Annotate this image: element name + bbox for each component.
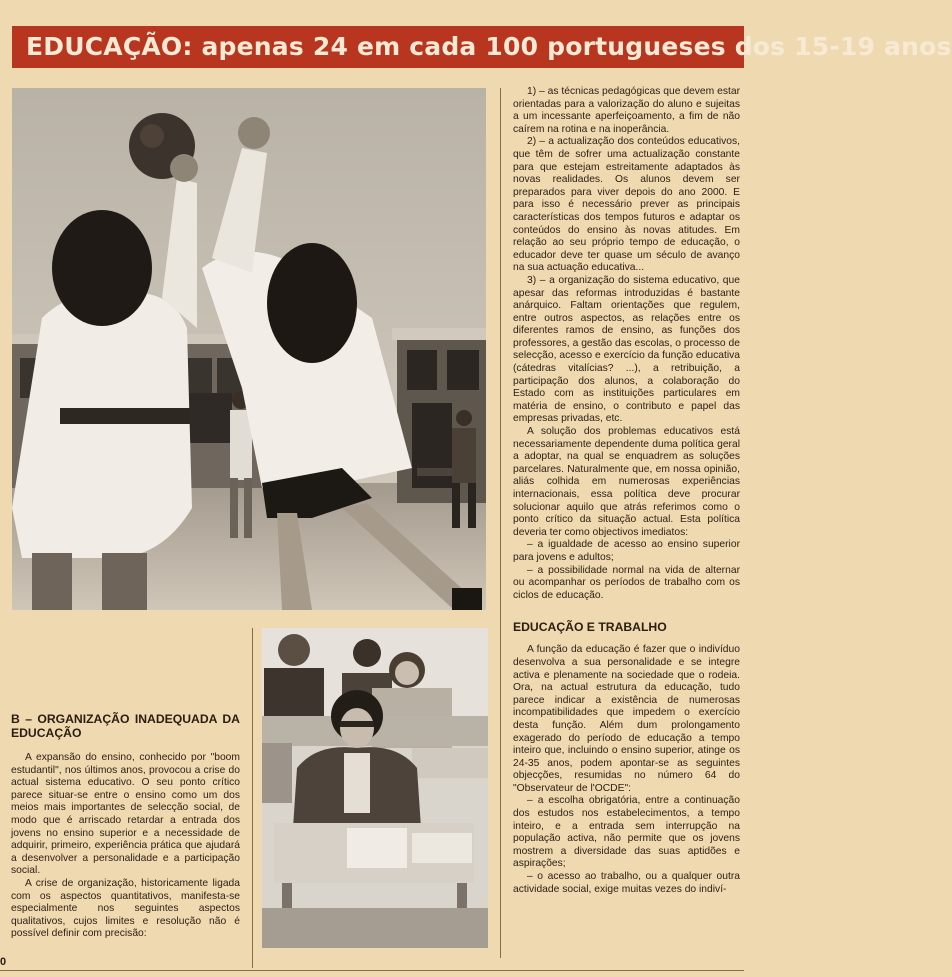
headline-title: EDUCAÇÃO: apenas 24 em cada 100 portugueses dos 15-19 anos bbox=[26, 32, 952, 61]
left-text-column bbox=[11, 712, 240, 941]
column-divider-left bbox=[252, 628, 253, 968]
photo-classroom-image bbox=[262, 628, 488, 948]
paragraph: – a possibilidade normal na vida de alternar ou acompanhar os períodos de trabalho com os ciclos de educação. bbox=[513, 564, 740, 601]
paragraph: 2) – a actualização dos conteúdos educativos, que têm de sofrer uma actualização constante para que estejam estreitamente adaptados às novas realidades. Os alunos devem ser preparados para viver depois do ano 2000. E para isso é necessário prever as principais características dos tempos futuros e adaptar os conteúdos do ensino às novas atitudes. Em relação ao seu próprio tempo de educação, o educador deve ter quase um século de avanço na sua actuação educativa... bbox=[513, 136, 740, 274]
paragraph: A crise de organização, historicamente ligada com os aspectos quantitativos, manifesta-se especialmente nos seguintes aspectos qualitativos, cujos limites e resolução não é possível definir com precisão: bbox=[11, 877, 240, 940]
bottom-rule bbox=[0, 970, 744, 971]
paragraph: – a escolha obrigatória, entre a continuação dos estudos nos estabelecimentos, a tempo inteiro, e a entrada sem interrupção na população activa, não permite que os jovens mostrem a diversidade das suas aptidões e aspirações; bbox=[513, 795, 740, 870]
column-divider-right bbox=[500, 88, 501, 958]
paragraph: – a igualdade de acesso ao ensino superior para jovens e adultos; bbox=[513, 539, 740, 563]
right-text-column bbox=[513, 86, 740, 896]
paragraph: A expansão do ensino, conhecido por "boom estudantil", nos últimos anos, provocou a crise do actual sistema educativo. O seu ponto crítico parece situar-se entre o ensino como um dos meios mais importantes de selecção social, de modo que é arriscado retardar a entrada dos jovens no ensino superior e a necessidade de adquirir, primeiro, experiência prática que ajudará a desenvolver a personalidade e a participação social. bbox=[11, 752, 240, 877]
paragraph: A função da educação é fazer que o indivíduo desenvolva a sua personalidade e se integre activa e plenamente na sociedade que o rodeia. Ora, na actual estrutura da educação, tudo parece indicar a existência de numerosas incompatibilidades que impedem o exercício desta função. Além dum prolongamento exagerado do período de educação a tempo inteiro que, incluindo o ensino superior, atinge os 24-35 anos, podem apontar-se as seguintes objecções, resumidas no número 64 do "Observateur de l'OCDE": bbox=[513, 644, 740, 794]
section-heading-organizacao: B – ORGANIZAÇÃO INADEQUADA DA EDUCAÇÃO bbox=[11, 712, 240, 740]
photo-girls-playing-ball bbox=[12, 88, 486, 610]
paragraph: A solução dos problemas educativos está necessariamente dependente duma política geral a adoptar, na qual se enquadrem as soluções parcelares. Naturalmente que, em nossa opinião, aliás colhida em numerosas experiências internacionais, essa política deve procurar solucionar aquilo que atrás referimos como o ponto crítico da situação actual. Esta política deveria ter como objectivos imediatos: bbox=[513, 426, 740, 538]
photo-classroom-students bbox=[262, 628, 488, 948]
paragraph: 1) – as técnicas pedagógicas que devem estar orientadas para a valorização do aluno e sujeitas a um incessante aperfeiçoamento, a fim de não caírem na rotina e na inoperância. bbox=[513, 86, 740, 135]
paragraph: 3) – a organização do sistema educativo, que apesar das reformas introduzidas é bastante anárquico. Faltam orientações que regulem, entre outros aspectos, as relações entre os diferentes ramos de ensino, as funções dos professores, a gestão das escolas, o processo de selecção, acesso e exercício da função educativa (cátedras vitalícias? ...), a retribuição, a participação dos alunos, a colaboração do Estado com as instituições particulares em matéria de ensino, o contributo e papel das empresas privadas, etc. bbox=[513, 274, 740, 425]
photo-girls-playing-ball-image bbox=[12, 88, 486, 610]
page-number: 0 bbox=[0, 956, 7, 968]
section-heading-educacao-trabalho: EDUCAÇÃO E TRABALHO bbox=[513, 620, 667, 635]
paragraph: – o acesso ao trabalho, ou a qualquer outra actividade social, exige muitas vezes do indiví- bbox=[513, 871, 740, 895]
headline-banner bbox=[12, 26, 952, 68]
